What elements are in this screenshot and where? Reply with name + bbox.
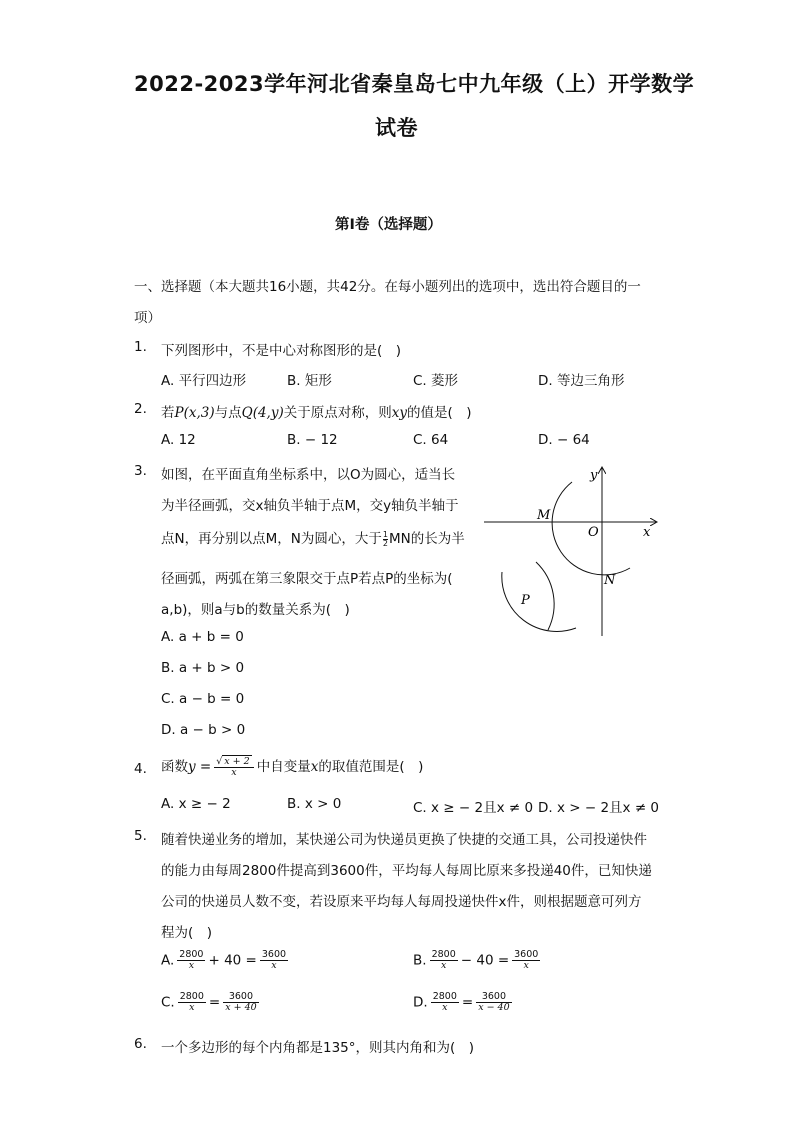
q3-option-b: B. a + b > 0 xyxy=(161,660,245,676)
section-heading: 一、选择题（本大题共16小题，共42分。在每小题列出的选项中，选出符合题目的一 xyxy=(134,279,641,295)
q4-number: 4. xyxy=(134,761,147,777)
q3-stem-line3: 点N，再分别以点M，N为圆心，大于 $\frac{1}{2}MN$的长为半 xyxy=(161,529,465,548)
q5-option-a: A. $\frac{2800}{x}$ + 40 = $\frac{3600}{x}$ xyxy=(161,949,287,971)
q4-option-a: A. x ≥ − 2 xyxy=(161,796,231,812)
q3-number: 3. xyxy=(134,463,147,479)
section-heading-cont: 项） xyxy=(134,310,161,326)
q2-option-d: D. − 64 xyxy=(538,432,590,448)
q4-option-d: D. x > − 2且x ≠ 0 xyxy=(538,800,660,816)
q3-option-c: C. a − b = 0 xyxy=(161,691,245,707)
label-n: N xyxy=(604,573,616,588)
label-m: M xyxy=(537,508,551,523)
q2-option-c: C. 64 xyxy=(413,432,449,448)
q3-stem-line5: a,b)，则a与b的数量关系为( ) xyxy=(161,602,350,618)
q1-option-c: C. 菱形 xyxy=(413,373,459,389)
q6-stem: 一个多边形的每个内角都是135°，则其内角和为( ) xyxy=(161,1040,475,1056)
q2-option-a: A. 12 xyxy=(161,432,196,448)
q6-number: 6. xyxy=(134,1036,147,1052)
q1-option-d: D. 等边三角形 xyxy=(538,373,625,389)
q1-stem: 下列图形中，不是中心对称图形的是( ) xyxy=(161,343,402,359)
q4-option-b: B. x > 0 xyxy=(287,796,342,812)
q3-stem-line4: 径画弧，两弧在第三象限交于点P若点P的坐标为( xyxy=(161,571,453,587)
arc-center-n xyxy=(536,562,554,630)
label-x: x xyxy=(643,525,651,540)
q5-number: 5. xyxy=(134,828,147,844)
q5-stem-line2: 的能力由每周2800件提高到3600件，平均每人每周比原来多投递40件，已知快递 xyxy=(161,863,652,879)
q3-option-a: A. a + b = 0 xyxy=(161,629,244,645)
half-fraction: $\frac{1}{2}$ xyxy=(382,529,388,548)
q1-option-b: B. 矩形 xyxy=(287,373,332,389)
q5-stem-line3: 公司的快递员人数不变，若设原来平均每人每周投递快件x件，则根据题意可列方 xyxy=(161,894,642,910)
label-y: y xyxy=(590,468,598,483)
label-o: O xyxy=(588,525,599,540)
q5-stem-line4: 程为( ) xyxy=(161,925,213,941)
doc-title-line2: 试卷 xyxy=(375,116,418,140)
q4-fraction: $\frac{√ x + 2}{x}$ xyxy=(214,757,253,778)
q4-option-c: C. x ≥ − 2且x ≠ 0 xyxy=(413,800,534,816)
q1-number: 1. xyxy=(134,339,147,355)
q3-coordinate-figure xyxy=(480,460,660,640)
q2-number: 2. xyxy=(134,401,147,417)
q2-option-b: B. − 12 xyxy=(287,432,338,448)
q5-option-b: B. $\frac{2800}{x}$ − 40 = $\frac{3600}{x}$ xyxy=(413,949,539,971)
doc-title-line1: 2022-2023学年河北省秦皇岛七中九年级（上）开学数学 xyxy=(134,72,695,96)
volume-heading: 第I卷（选择题） xyxy=(335,217,442,233)
q3-stem-line1: 如图，在平面直角坐标系中，以O为圆心，适当长 xyxy=(161,467,456,483)
label-p: P xyxy=(521,593,530,608)
q3-option-d: D. a − b > 0 xyxy=(161,722,246,738)
q2-stem: 若P(x,3)与点Q(4,y)关于原点对称，则xy的值是( ) xyxy=(161,405,472,421)
q1-option-a: A. 平行四边形 xyxy=(161,373,247,389)
arc-center-m xyxy=(502,572,576,631)
q5-option-c: C. $\frac{2800}{x}$ = $\frac{3600}{x + 40}$ xyxy=(161,991,257,1013)
q3-stem-line2: 为半径画弧，交x轴负半轴于点M，交y轴负半轴于 xyxy=(161,498,459,514)
q5-stem-line1: 随着快递业务的增加，某快递公司为快递员更换了快捷的交通工具，公司投递快件 xyxy=(161,832,647,848)
q4-stem: 函数y = $\frac{√ x + 2}{x}$ 中自变量x的取值范围是( ) xyxy=(161,755,424,778)
q5-option-d: D. $\frac{2800}{x}$ = $\frac{3600}{x - 40}$ xyxy=(413,991,510,1013)
